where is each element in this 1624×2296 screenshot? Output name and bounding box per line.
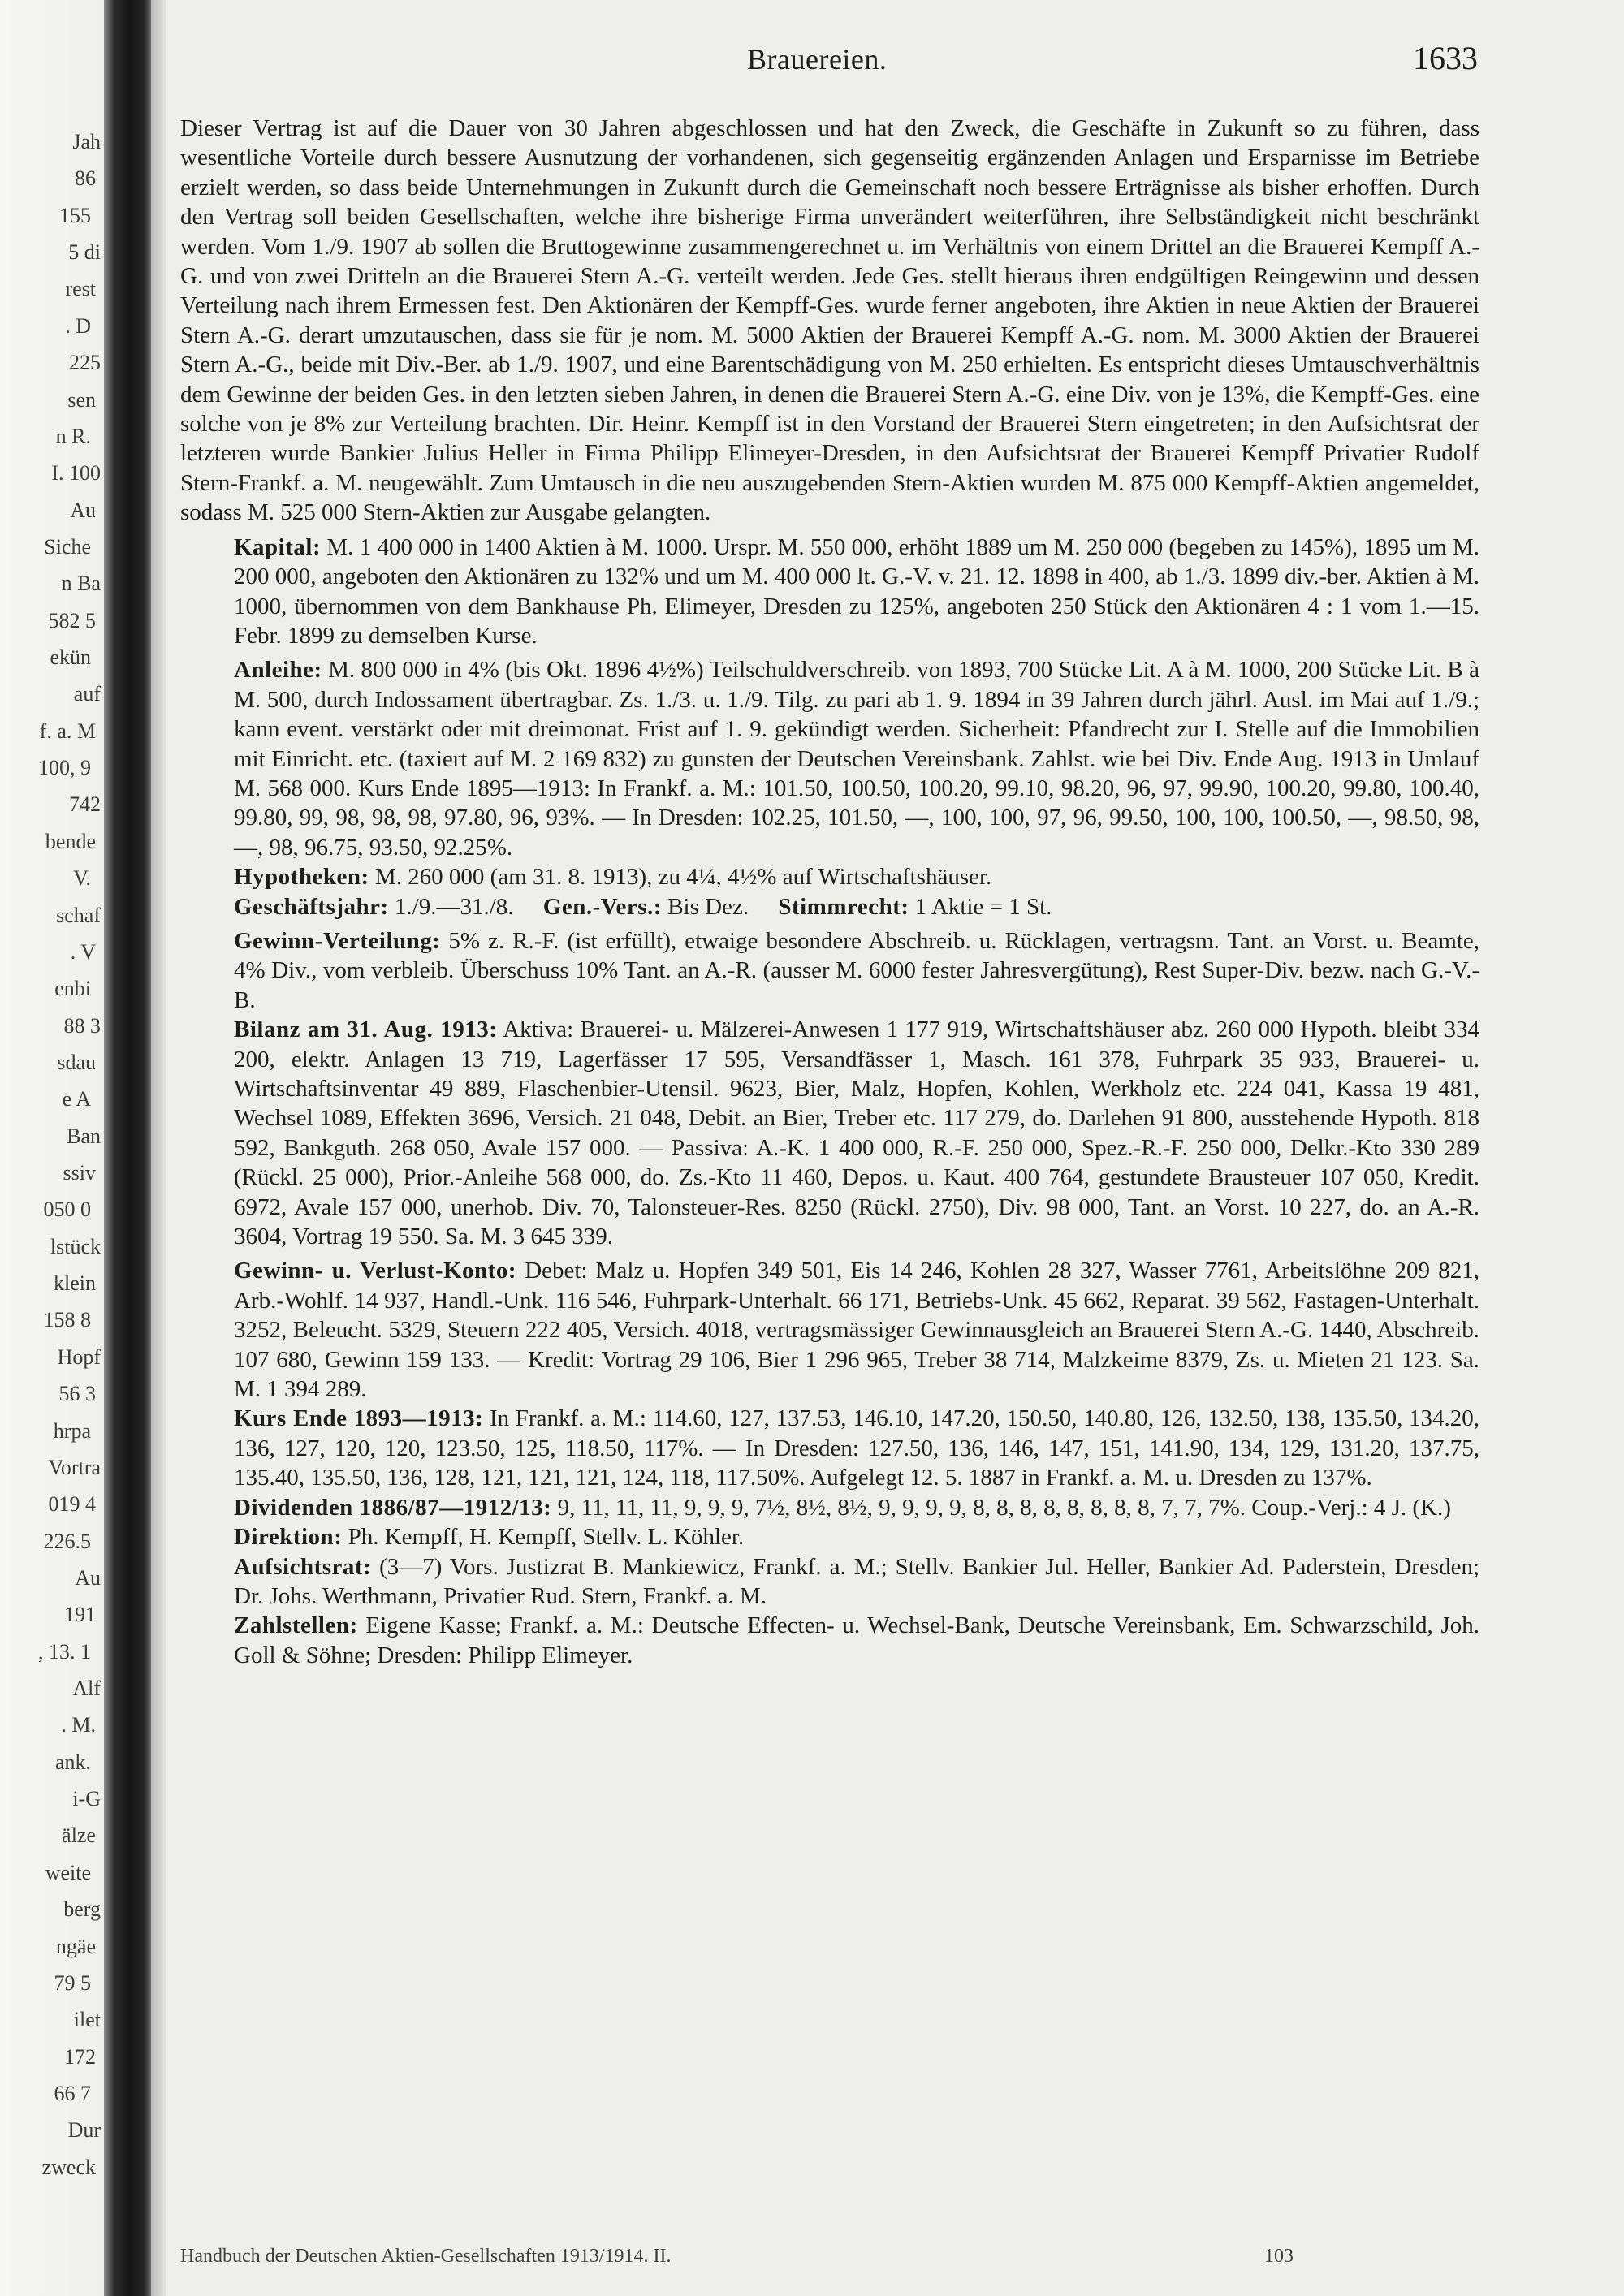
adjacent-page-fragment: 79 5 xyxy=(54,1970,91,1995)
adjacent-page-strip xyxy=(0,0,104,2296)
section-label: Geschäftsjahr: xyxy=(234,893,389,920)
adjacent-page-fragment: 86 xyxy=(75,166,96,191)
paragraph-text: Dieser Vertrag ist auf die Dauer von 30 Jahren abgeschlossen und hat den Zweck, die Geschäfte in Zukunft so zu führen, dass wesentliche Vorteile durch bessere Ausnutzung der vorhandenen, sich gegenseitig ergänzenden Anlagen und Ersparnisse im Betriebe erzielt werden, so dass beide Unternehmungen in Zukunft durch die Gemeinschaft noch bessere Erträgnisse als bisher erhoffen. Durch den Vertrag soll beiden Gesellschaften, welche ihre bisherige Firma unverändert weiterführen, ihre Selbständigkeit nicht beschränkt werden. Vom 1./9. 1907 ab sollen die Bruttogewinne zusammengerechnet u. im Verhältnis von einem Drittel an die Brauerei Kempff A.-G. und von zwei Dritteln an die Brauerei Stern A.-G. verteilt werden. Jede Ges. stellt hieraus ihren endgültigen Reingewinn und dessen Verteilung nach ihrem Ermessen fest. Den Aktionären der Kempff-Ges. wurde ferner angeboten, ihre Aktien in neue Aktien der Brauerei Stern A.-G. derart umzutauschen, dass sie für je nom. M. 5000 Aktien der Brauerei Kempff A.-G. nom. M. 3000 Aktien der Brauerei Stern A.-G., beide mit Div.-Ber. ab 1./9. 1907, und eine Barentschädigung von M. 250 erhielten. Es entspricht dieses Umtauschverhältnis dem Gewinne der beiden Ges. in den letzten sieben Jahren, in denen die Brauerei Stern A.-G. eine Div. von je 13%, die Kempff-Ges. eine solche von je 8% zur Verteilung brachten. Dir. Heinr. Kempff ist in den Vorstand der Brauerei Stern eingetreten; in den Aufsichtsrat der letzteren wurde Bankier Julius Heller in Firma Philipp Elimeyer-Dresden, in den Aufsichtsrat der Brauerei Kempff Privatier Rudolf Stern-Frankf. a. M. neugewählt. Zum Umtausch in die neu auszugebenden Stern-Aktien wurden M. 875 000 Kempff-Aktien angemeldet, sodass M. 525 000 Stern-Aktien zur Ausgabe gelangten. xyxy=(180,115,1479,526)
section-text: (3—7) Vors. Justizrat B. Mankiewicz, Frankf. a. M.; Stellv. Bankier Jul. Heller, Bankier Ad. Paderstein, Dresden; Dr. Johs. Werthmann, Privatier Rud. Stern, Frankf. a. M. xyxy=(234,1553,1480,1609)
section-label: Hypotheken: xyxy=(234,864,369,891)
section-text: M. 1 400 000 in 1400 Aktien à M. 1000. Urspr. M. 550 000, erhöht 1889 um M. 250 000 (begeben zu 145%), 1895 um M. 200 000, angeboten den Aktionären zu 132% und um M. 400 000 lt. G.-V. v. 21. 12. 1898 in 400, ab 1./3. 1899 div.-ber. Aktien à M. 1000, übernommen von dem Bankhause Ph. Elimeyer, Dresden zu 125%, angeboten 250 Stück den Aktionären 4 : 1 vom 1.—15. Febr. 1899 zu demselben Kurse. xyxy=(234,533,1479,649)
section-bilanz xyxy=(180,1015,1479,1251)
adjacent-page-fragment: Siche xyxy=(44,534,91,559)
adjacent-page-fragment: f. a. M xyxy=(39,719,96,743)
page-number: 1633 xyxy=(1413,40,1478,76)
section-geschaeftsjahr xyxy=(180,892,1479,921)
adjacent-page-fragment: zweck xyxy=(41,2155,96,2179)
sheet-number: 103 xyxy=(1264,2246,1294,2267)
adjacent-page-fragment: 158 8 xyxy=(43,1308,91,1332)
adjacent-page-fragment: i-G xyxy=(72,1787,101,1811)
section-anleihe xyxy=(180,655,1479,862)
section-text: Debet: Malz u. Hopfen 349 501, Eis 14 246, Kohlen 28 327, Wasser 7761, Arbeitslöhne 209 821, Arb.-Wohlf. 14 937, Handl.-Unk. 116 546, Fuhrpark-Unterhalt. 66 171, Betriebs-Unk. 45 662, Reparat. 39 562, Fastagen-Unterhalt. 3252, Beleucht. 5329, Steuern 222 405, Versich. 4018, vertragsmässiger Gewinnausgleich an Brauerei Stern A.-G. 1440, Abschreib. 107 680, Gewinn 159 133. — Kredit: Vortrag 29 106, Bier 1 296 965, Treber 38 714, Malzkeime 8379, Zs. u. Mieten 21 123. Sa. M. 1 394 289. xyxy=(234,1258,1480,1403)
page-footer xyxy=(180,2246,1479,2268)
adjacent-page-fragment: ekün xyxy=(50,645,91,669)
section-text: Ph. Kempff, H. Kempff, Stellv. L. Köhler. xyxy=(348,1524,745,1551)
adjacent-page-fragment: , 13. 1 xyxy=(38,1639,91,1664)
adjacent-page-fragment: V. xyxy=(73,866,91,891)
adjacent-page-fragment: ssiv xyxy=(63,1161,96,1185)
section-label: Direktion: xyxy=(234,1524,343,1551)
adjacent-page-fragment: hrpa xyxy=(53,1418,91,1443)
adjacent-page-fragment: klein xyxy=(54,1271,96,1296)
running-title: Brauereien. xyxy=(747,43,888,76)
adjacent-page-fragment: Hopf xyxy=(57,1344,101,1369)
section-text-gen-vers: Bis Dez. xyxy=(667,893,749,920)
adjacent-page-fragment: enbi xyxy=(54,977,91,1001)
adjacent-page-fragment: älze xyxy=(62,1823,96,1848)
adjacent-page-fragment: 5 di xyxy=(68,240,101,265)
adjacent-page-fragment: 582 5 xyxy=(48,608,96,632)
section-kurs xyxy=(180,1404,1479,1492)
section-text: Aktiva: Brauerei- u. Mälzerei-Anwesen 1 177 919, Wirtschaftshäuser abz. 260 000 Hypoth. bleibt 334 200, elektr. Anlagen 13 719, Lagerfässer 17 595, Versandfässer 1, Masch. 161 378, Fuhrpark 35 933, Brauerei- u. Wirtschaftsinventar 49 889, Flaschenbier-Utensil. 9623, Bier, Malz, Hopfen, Kohlen, Werkholz etc. 224 041, Kassa 19 481, Wechsel 1089, Effekten 3696, Versich. 21 048, Debit. an Bier, Treber etc. 117 279, do. Darlehen 91 800, ausstehende Hypoth. 818 592, Bankguth. 268 050, Avale 157 000. — Passiva: A.-K. 1 400 000, R.-F. 250 000, Spez.-R.-F. 250 000, Delkr.-Kto 330 289 (Rückl. 25 000), Prior.-Anleihe 568 000, do. Zs.-Kto 11 460, Depos. u. Kaut. 400 764, gestundete Brausteuer 107 050, Kredit. 6972, Avale 157 000, unerhob. Div. 70, Talonsteuer-Res. 8250 (Rückl. 2750), Div. 98 000, Tant. an Vorst. 10 227, do. an A.-R. 3604, Vortrag 19 550. Sa. M. 3 645 339. xyxy=(234,1016,1480,1250)
section-text: M. 260 000 (am 31. 8. 1913), zu 4¼, 4½% auf Wirtschaftshäuser. xyxy=(374,864,992,891)
section-gewinn-verlust xyxy=(180,1256,1479,1404)
adjacent-page-fragment: Dur xyxy=(67,2118,101,2143)
section-label-gen-vers: Gen.-Vers.: xyxy=(542,893,662,920)
section-label: Kapital: xyxy=(234,533,322,560)
adjacent-page-fragment: Alf xyxy=(72,1677,101,1700)
section-label-stimmrecht: Stimmrecht: xyxy=(778,893,909,920)
adjacent-page-fragment: 225 xyxy=(69,351,101,375)
section-label: Aufsichtsrat: xyxy=(234,1553,372,1580)
contract-paragraph xyxy=(180,114,1479,528)
adjacent-page-fragment: e A xyxy=(62,1087,91,1111)
adjacent-page-fragment: . M. xyxy=(61,1713,96,1737)
section-label: Bilanz am 31. Aug. 1913: xyxy=(234,1016,498,1043)
adjacent-page-fragment: 191 xyxy=(64,1603,96,1627)
section-zahlstellen xyxy=(180,1611,1479,1670)
adjacent-page-fragment: auf xyxy=(73,682,101,706)
adjacent-page-fragment: . D xyxy=(65,313,91,338)
section-text: M. 800 000 in 4% (bis Okt. 1896 4½%) Teilschuldverschreib. von 1893, 700 Stücke Lit. A à M. 1000, 200 Stücke Lit. B à M. 500, durch Indossament übertragbar. Zs. 1./3. u. 1./9. Tilg. zu pari ab 1. 9. 1894 in 39 Jahren durch jährl. Ausl. im Mai auf 1./9.; kann event. verstärkt oder mit dreimonat. Frist auf 1. 9. gekündigt werden. Sicherheit: Pfandrecht zur I. Stelle auf die Immobilien mit Einricht. etc. (taxiert auf M. 2 169 832) zu gunsten der Deutschen Vereinsbank. Zahlst. wie bei Div. Ende Aug. 1913 in Umlauf M. 568 000. Kurs Ende 1895—1913: In Frankf. a. M.: 101.50, 100.50, 100.20, 99.10, 98.20, 96, 97, 99.90, 100.20, 99.80, 100.40, 99.80, 99, 98, 98, 98, 97.80, 96, 93%. — In Dresden: 102.25, 101.50, —, 100, 100, 97, 96, 99.50, 100, 100, 100.50, —, 98.50, 98, —, 98, 96.75, 93.50, 92.25%. xyxy=(234,657,1479,861)
section-dividenden xyxy=(180,1493,1479,1522)
adjacent-page-fragment: Au xyxy=(75,1565,101,1590)
book-title: Handbuch der Deutschen Aktien-Gesellschaften 1913/1914. II. xyxy=(180,2246,672,2267)
adjacent-page-fragment: berg xyxy=(63,1897,101,1922)
adjacent-page-fragment: Jah xyxy=(72,130,101,153)
adjacent-page-fragment: ngäe xyxy=(55,1934,96,1958)
adjacent-page-fragment: 742 xyxy=(69,792,101,817)
section-text: In Frankf. a. M.: 114.60, 127, 137.53, 146.10, 147.20, 150.50, 140.80, 126, 132.50, 138, 135.50, 134.20, 136, 127, 120, 120, 123.50, 125, 118.50, 117%. — In Dresden: 127.50, 136, 146, 147, 151, 141.90, 134, 129, 131.20, 137.75, 135.40, 135.50, 136, 128, 121, 121, 121, 124, 118, 117.50%. Aufgelegt 12. 5. 1887 in Frankf. a. M. u. Dresden zu 137%. xyxy=(234,1405,1479,1491)
adjacent-page-fragment: 226.5 xyxy=(43,1529,91,1553)
section-label: Gewinn- u. Verlust-Konto: xyxy=(234,1258,516,1284)
section-text-stimmrecht: 1 Aktie = 1 St. xyxy=(914,893,1052,920)
section-label: Anleihe: xyxy=(234,657,322,684)
section-text: 9, 11, 11, 11, 9, 9, 9, 7½, 8½, 8½, 9, 9, 9, 9, 8, 8, 8, 8, 8, 8, 8, 8, 7, 7, 7%. Coup.-Verj.: 4 J. (K.) xyxy=(557,1494,1451,1521)
adjacent-page-fragment: 050 0 xyxy=(43,1198,91,1222)
section-hypotheken xyxy=(180,862,1479,891)
adjacent-page-fragment: schaf xyxy=(56,903,101,927)
adjacent-page-fragment: lstück xyxy=(50,1234,101,1258)
adjacent-page-fragment: n R. xyxy=(55,424,91,448)
section-text: Eigene Kasse; Frankf. a. M.: Deutsche Effecten- u. Wechsel-Bank, Deutsche Vereinsbank, Em. Schwarzschild, Joh. Goll & Söhne; Dresden: Philipp Elimeyer. xyxy=(234,1612,1479,1668)
adjacent-page-fragment: 66 7 xyxy=(54,2081,91,2105)
section-direktion xyxy=(180,1522,1479,1552)
adjacent-page-fragment: 155 xyxy=(59,203,91,227)
adjacent-page-fragment: bende xyxy=(45,829,96,853)
adjacent-page-fragment: n Ba xyxy=(61,572,101,596)
section-label: Zahlstellen: xyxy=(234,1612,358,1639)
adjacent-page-fragment: 100, 9 xyxy=(38,756,91,780)
adjacent-page-fragment: 019 4 xyxy=(48,1492,96,1517)
section-label: Kurs Ende 1893—1913: xyxy=(234,1405,484,1432)
adjacent-page-fragment: 88 3 xyxy=(63,1013,101,1038)
section-label: Gewinn-Verteilung: xyxy=(234,927,441,954)
section-gewinn-verteilung xyxy=(180,926,1479,1015)
adjacent-page-fragment: rest xyxy=(65,277,96,301)
adjacent-page-fragment: I. 100 xyxy=(51,461,101,486)
section-label: Dividenden 1886/87—1912/13: xyxy=(234,1494,552,1521)
adjacent-page-fragment: . V xyxy=(70,939,96,964)
adjacent-page-fragment: 56 3 xyxy=(58,1382,96,1406)
adjacent-page-fragment: weite xyxy=(45,1860,91,1884)
section-text: 1./9.—31./8. xyxy=(394,893,514,920)
adjacent-page-fragment: Ban xyxy=(67,1124,101,1148)
adjacent-page-fragment: Au xyxy=(70,498,96,522)
adjacent-page-fragment: sdau xyxy=(57,1050,96,1074)
section-text: 5% z. R.-F. (ist erfüllt), etwaige besondere Abschreib. u. Rücklagen, vertragsm. Tant. an Vorst. u. Beamte, 4% Div., vom verbleib. Überschuss 10% Tant. an A.-R. (ausser M. 6000 fester Jahresvergütung), Rest Super-Div. bezw. nach G.-V.-B. xyxy=(234,927,1479,1013)
section-kapital xyxy=(180,533,1479,651)
adjacent-page-fragment: ank. xyxy=(54,1750,91,1774)
adjacent-page-fragment: ilet xyxy=(73,2008,101,2032)
adjacent-page-fragment: 172 xyxy=(64,2044,96,2069)
adjacent-page-fragment: sen xyxy=(67,387,96,412)
adjacent-page-fragment: Vortra xyxy=(48,1455,101,1479)
section-aufsichtsrat xyxy=(180,1552,1479,1612)
page-body xyxy=(180,114,1479,1670)
page-edge xyxy=(151,0,166,2296)
book-gutter-shadow xyxy=(104,0,151,2296)
